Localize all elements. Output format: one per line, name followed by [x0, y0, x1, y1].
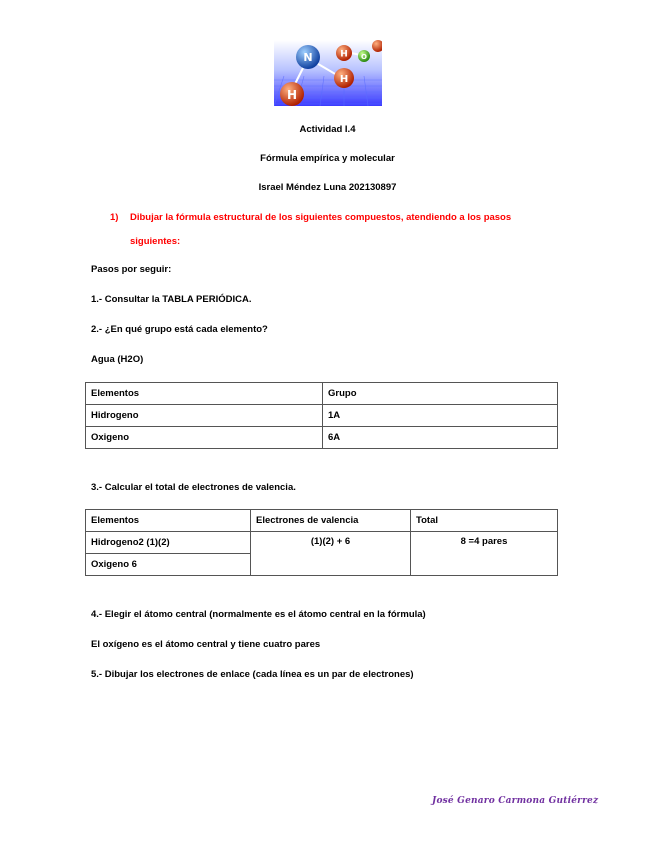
table-row — [86, 427, 558, 449]
logo-atom-h-top: H — [340, 49, 348, 60]
table-cell: 6A — [323, 427, 558, 449]
step-4-answer: El oxígeno es el átomo central y tiene cuatro pares — [91, 639, 321, 650]
step-4: 4.- Elegir el átomo central (normalmente es el átomo central en la fórmula) — [91, 609, 426, 620]
logo-atom-h-bottom: H — [286, 88, 298, 102]
table-cell: Hidrogeno2 (1)(2) — [86, 532, 251, 554]
logo-atom-h-mid: H — [339, 74, 349, 85]
table-header-cell: Elementos — [86, 510, 251, 532]
section-heading-line1: Dibujar la fórmula estructural de los siguientes compuestos, atendiendo a los pasos — [130, 212, 512, 223]
table-header-cell: Electrones de valencia — [251, 510, 411, 532]
table-cell: (1)(2) + 6 — [251, 532, 411, 576]
table-row — [86, 383, 558, 405]
step-1-emphasis: TABLA PERIÓDICA. — [162, 294, 252, 305]
topic-title: Fórmula empírica y molecular — [260, 153, 395, 164]
table-header-cell: Total — [411, 510, 558, 532]
footer-signature: José Genaro Carmona Gutiérrez — [432, 796, 599, 806]
molecule-logo-image — [274, 40, 382, 106]
step-1-prefix: 1.- Consultar la — [91, 294, 163, 305]
table-cell: Oxigeno — [86, 427, 323, 449]
logo-atom-o: O — [361, 53, 367, 61]
table-header-cell: Elementos — [86, 383, 323, 405]
step-2: 2.- ¿En qué grupo está cada elemento? — [91, 324, 268, 335]
step-3: 3.- Calcular el total de electrones de valencia. — [91, 482, 296, 493]
table-cell: 1A — [323, 405, 558, 427]
section-heading-line2: siguientes: — [130, 236, 181, 247]
logo-atom-n: N — [303, 51, 313, 64]
step-5: 5.- Dibujar los electrones de enlace (cada línea es un par de electrones) — [91, 669, 414, 680]
table-cell: Hidrogeno — [86, 405, 323, 427]
group-table — [85, 382, 558, 449]
table-row — [86, 532, 558, 554]
table-header-cell: Grupo — [323, 383, 558, 405]
table-cell: 8 =4 pares — [411, 532, 558, 576]
section-number: 1) — [110, 212, 119, 223]
author-line: Israel Méndez Luna 202130897 — [258, 182, 397, 193]
valence-table — [85, 509, 558, 576]
table-cell: Oxigeno 6 — [86, 554, 251, 576]
table-row — [86, 405, 558, 427]
steps-intro: Pasos por seguir: — [91, 264, 172, 275]
table-row — [86, 510, 558, 532]
compound-label: Agua (H2O) — [91, 354, 144, 365]
step-1 — [91, 294, 251, 305]
activity-title: Actividad I.4 — [299, 124, 356, 135]
